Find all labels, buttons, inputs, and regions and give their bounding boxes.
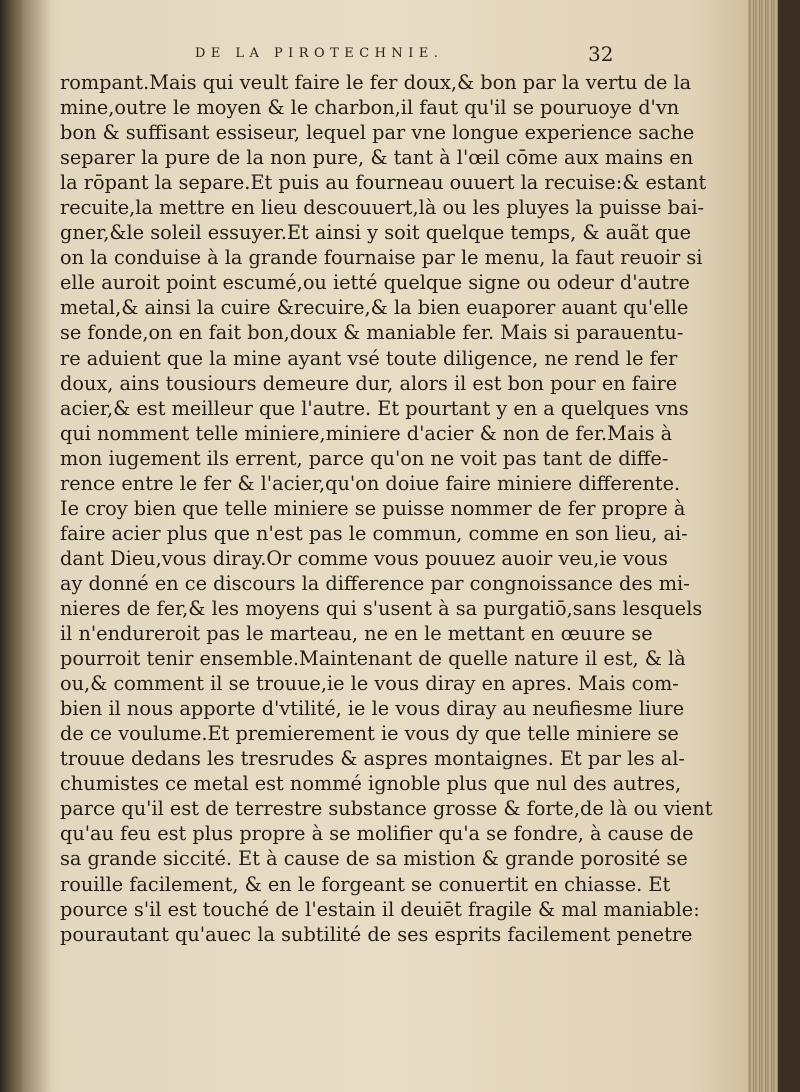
text-line: mon iugement ils errent, parce qu'on ne voit pas tant de diffe- bbox=[60, 446, 669, 470]
text-line: se fonde,on en fait bon,doux & maniable fer. Mais si parauentu- bbox=[60, 321, 684, 345]
gutter-shadow bbox=[22, 0, 52, 1092]
text-line: bon & suffisant essiseur, lequel par vne longue experience sache bbox=[60, 121, 695, 145]
text-line: metal,& ainsi la cuire &recuire,& la bien euaporer auant qu'elle bbox=[60, 296, 689, 320]
text-line: nieres de fer,& les moyens qui s'usent à sa purgatiō,sans lesquels bbox=[60, 596, 703, 620]
text-line: rence entre le fer & l'acier,qu'on doiue faire miniere differente. bbox=[60, 471, 681, 495]
text-line: acier,& est meilleur que l'autre. Et pourtant y en a quelques vns bbox=[60, 396, 689, 420]
text-line: separer la pure de la non pure, & tant à l'œil cōme aux mains en bbox=[60, 146, 694, 170]
text-line: pource s'il est touché de l'estain il deuiēt fragile & mal maniable: bbox=[60, 897, 700, 921]
text-line: on la conduise à la grande fournaise par le menu, la faut reuoir si bbox=[60, 246, 703, 270]
text-line: faire acier plus que n'est pas le commun, comme en son lieu, ai- bbox=[60, 521, 688, 545]
text-line: qui nomment telle miniere,miniere d'acier & non de fer.Mais à bbox=[60, 421, 673, 445]
text-line: re aduient que la mine ayant vsé toute diligence, ne rend le fer bbox=[60, 346, 678, 370]
text-line: de ce voulume.Et premierement ie vous dy que telle miniere se bbox=[60, 722, 679, 746]
text-line: Ie croy bien que telle miniere se puisse nommer de fer propre à bbox=[60, 496, 686, 520]
running-head: DE LA PIROTECHNIE. bbox=[195, 46, 444, 61]
text-line: bien il nous apporte d'vtilité, ie le vous diray au neufiesme liure bbox=[60, 697, 685, 721]
body-text bbox=[60, 70, 713, 947]
text-line: recuite,la mettre en lieu descouuert,là ou les pluyes la puisse bai- bbox=[60, 196, 705, 220]
text-line: sa grande siccité. Et à cause de sa mistion & grande porosité se bbox=[60, 847, 688, 871]
text-line: ou,& comment il se trouue,ie le vous diray en apres. Mais com- bbox=[60, 672, 679, 696]
page-number: 32 bbox=[588, 42, 614, 66]
text-line: elle auroit point escumé,ou ietté quelque signe ou odeur d'autre bbox=[60, 271, 690, 295]
text-line: chumistes ce metal est nommé ignoble plus que nul des autres, bbox=[60, 772, 682, 796]
text-line: mine,outre le moyen & le charbon,il faut qu'il se pouruoye d'vn bbox=[60, 96, 680, 120]
text-line: rouille facilement, & en le forgeant se conuertit en chiasse. Et bbox=[60, 872, 671, 896]
text-line: trouue dedans les tresrudes & aspres montaignes. Et par les al- bbox=[60, 747, 685, 771]
text-line: dant Dieu,vous diray.Or comme vous pouuez auoir veu,ie vous bbox=[60, 546, 668, 570]
book-cover-edge bbox=[778, 0, 800, 1092]
text-line: la rōpant la separe.Et puis au fourneau ouuert la recuise:& estant bbox=[60, 171, 707, 195]
text-line: ay donné en ce discours la difference par congnoissance des mi- bbox=[60, 571, 690, 595]
text-line: doux, ains tousiours demeure dur, alors il est bon pour en faire bbox=[60, 371, 678, 395]
left-page-edge bbox=[0, 0, 22, 1092]
text-line: qu'au feu est plus propre à se molifier qu'a se fondre, à cause de bbox=[60, 822, 694, 846]
text-line: parce qu'il est de terrestre substance grosse & forte,de là ou vient bbox=[60, 797, 713, 821]
text-line: pourroit tenir ensemble.Maintenant de quelle nature il est, & là bbox=[60, 647, 686, 671]
text-line: il n'endureroit pas le marteau, ne en le mettant en œuure se bbox=[60, 622, 653, 646]
text-line: gner,&le soleil essuyer.Et ainsi y soit quelque temps, & auãt que bbox=[60, 221, 692, 245]
text-line: rompant.Mais qui veult faire le fer doux,& bon par la vertu de la bbox=[60, 71, 692, 94]
text-line: pourautant qu'auec la subtilité de ses esprits facilement penetre bbox=[60, 922, 693, 946]
